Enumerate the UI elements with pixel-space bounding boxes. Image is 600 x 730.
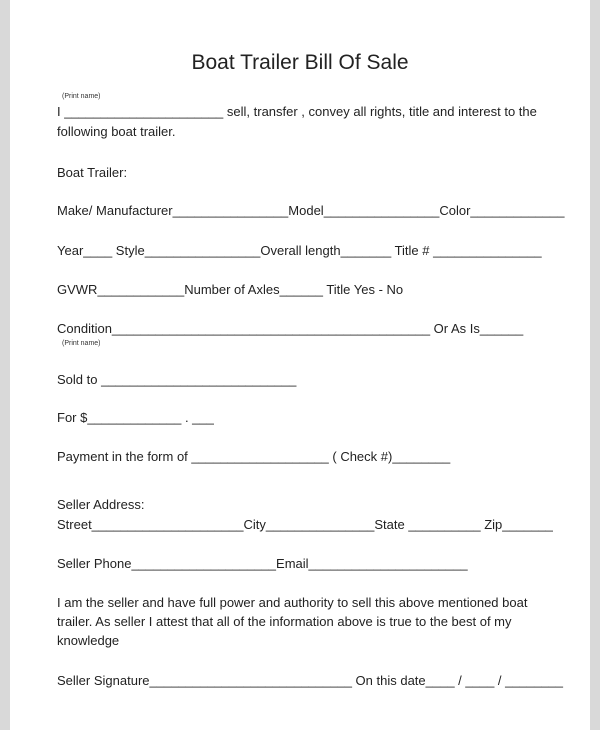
year-style-length-title-line[interactable]: Year____ Style________________Overall length_______ Title # _______________	[57, 243, 542, 258]
sold-to-line[interactable]: Sold to ___________________________	[57, 372, 297, 387]
seller-statement-line-3: knowledge	[57, 633, 120, 648]
price-line[interactable]: For $_____________ . ___	[57, 410, 214, 425]
document-title: Boat Trailer Bill Of Sale	[191, 51, 409, 74]
seller-signature-date-line[interactable]: Seller Signature____________________________ On this date____ / ____ / ________	[57, 673, 563, 688]
seller-name-line-continued: following boat trailer.	[57, 124, 176, 139]
seller-address-heading: Seller Address:	[57, 497, 145, 512]
gvwr-axles-title-line[interactable]: GVWR____________Number of Axles______ Title Yes - No	[57, 282, 404, 297]
make-model-color-line[interactable]: Make/ Manufacturer________________Model________________Color_____________	[57, 203, 565, 218]
document-page	[10, 0, 590, 730]
seller-statement-line-1: I am the seller and have full power and authority to sell this above mentioned boat	[57, 595, 528, 610]
payment-form-line[interactable]: Payment in the form of ___________________ ( Check #)________	[57, 449, 451, 464]
seller-name-line[interactable]: I ______________________ sell, transfer , convey all rights, title and interest to the	[57, 104, 537, 119]
boat-trailer-heading: Boat Trailer:	[57, 165, 128, 180]
print-name-hint: (Print name)	[62, 93, 101, 100]
condition-line[interactable]: Condition____________________________________________ Or As Is______	[57, 321, 524, 336]
condition-print-name-hint: (Print name)	[62, 340, 101, 347]
street-city-state-zip-line[interactable]: Street_____________________City_______________State __________ Zip_______	[57, 517, 553, 532]
seller-statement-line-2: trailer. As seller I attest that all of the information above is true to the best of my	[57, 614, 512, 629]
seller-phone-email-line[interactable]: Seller Phone____________________Email______________________	[57, 556, 468, 571]
